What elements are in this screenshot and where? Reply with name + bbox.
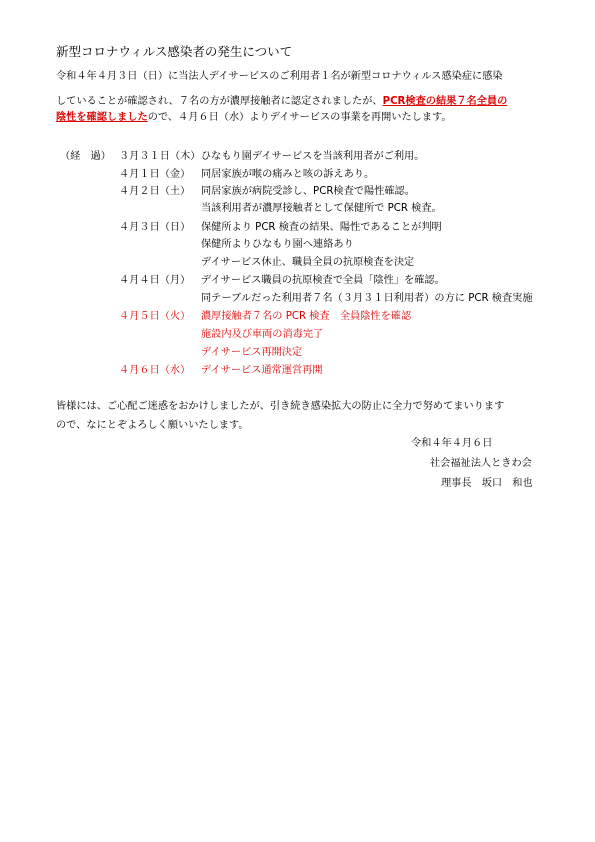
timeline-text: 同テーブルだった利用者７名（３月３１日利用者）の方に PCR 検査実施 — [201, 293, 533, 304]
timeline-text: 当該利用者が濃厚接触者として保健所で PCR 検査。 — [201, 203, 442, 214]
document-title: 新型コロナウィルス感染者の発生について — [56, 44, 293, 59]
intro-highlight-2: 陰性を確認しました — [56, 112, 148, 123]
intro-line-1 — [56, 70, 503, 83]
intro-line-3-text: ので、４月６日（水）よりデイサービスの事業を再開いたします。 — [147, 112, 452, 123]
timeline-date: ４月６日（水） — [119, 365, 191, 376]
timeline-date: ４月１日（金） — [119, 169, 191, 180]
timeline-text: 施設内及び車両の消毒完了 — [201, 329, 324, 340]
timeline-text: デイサービス職員の抗原検査で全員「陰性」を確認。 — [201, 275, 445, 286]
intro-line-3 — [56, 111, 452, 124]
closing-line-1: 皆様には、ご心配ご迷惑をおかけしましたが、引き続き感染拡大の防止に全力で努めてまいります — [56, 401, 505, 412]
timeline-text: デイサービス休止、職員全員の抗原検査を決定 — [201, 257, 415, 268]
timeline-date: ４月２日（土） — [119, 186, 191, 197]
timeline-text: 同居家族が喉の痛みと咳の訴えあり。 — [201, 169, 375, 180]
closing-line-2: ので、なにとぞよろしく願いいたします。 — [56, 420, 249, 431]
timeline-text: ひなもり園デイサービスを当該利用者がご利用。 — [201, 151, 425, 162]
timeline-heading: （経 過） — [60, 151, 111, 162]
issue-date: 令和４年４月６日 — [411, 438, 493, 449]
timeline-date: ４月４日（月） — [119, 275, 191, 286]
intro-highlight-1: PCR検査の結果７名全員の — [382, 96, 508, 107]
timeline-text: デイサービス再開決定 — [201, 347, 303, 358]
intro-line-2-text: していることが確認され、７名の方が濃厚接触者に認定されましたが、 — [56, 96, 383, 107]
timeline-date: ４月５日（火） — [119, 311, 191, 322]
intro-line-2 — [56, 95, 507, 108]
timeline-text: 濃厚接触者７名の PCR 検査 全員陰性を確認 — [201, 311, 412, 322]
timeline-text: デイサービス通常運営再開 — [201, 365, 323, 376]
timeline-date: ４月３日（日） — [119, 222, 191, 233]
signatory: 理事長 坂口 和也 — [441, 478, 533, 489]
timeline-text: 同居家族が病院受診し、PCR検査で陽性確認。 — [201, 186, 415, 197]
timeline-text: 保健所より PCR 検査の結果、陽性であることが判明 — [201, 222, 442, 233]
intro-line-1-text: 令和４年４月３日（日）に当法人デイサービスのご利用者１名が新型コロナウィルス感染症に感染 — [56, 71, 503, 82]
organization-name: 社会福祉法人ときわ会 — [430, 458, 532, 469]
timeline-date: ３月３１日（木） — [119, 151, 201, 162]
timeline-text: 保健所よりひなもり園へ連絡あり — [201, 239, 354, 250]
